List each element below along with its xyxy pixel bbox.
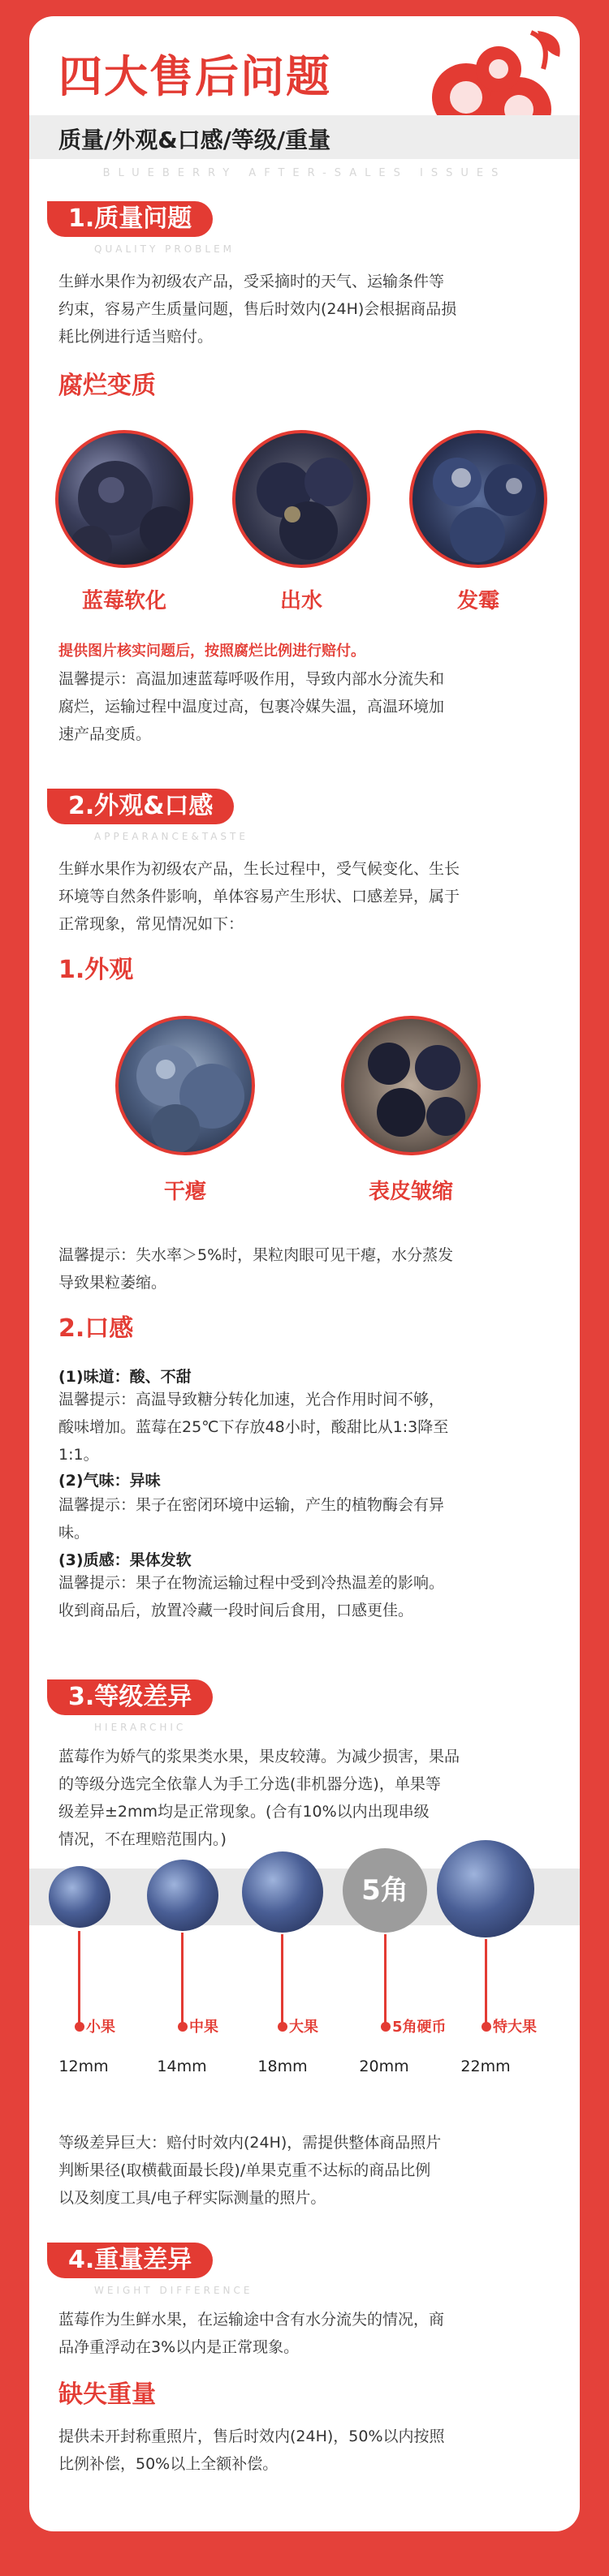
taste-item-tip: 温馨提示：果子在密闭环境中运输，产生的植物酶会有异 味。: [58, 1496, 445, 1542]
taste-item-title: (3)质感：果体发软: [58, 1551, 192, 1569]
size-pointer-dot: [381, 2022, 391, 2032]
appearance-tip: 温馨提示：失水率＞5%时，果粒肉眼可见干瘪，水分蒸发 导致果粒萎缩。: [58, 1246, 454, 1292]
section-weight-pill: 4.重量差异: [47, 2243, 213, 2278]
photo-soft-blueberry: [55, 430, 193, 568]
size-mm-large: 18mm: [257, 2058, 308, 2075]
page-title: 四大售后问题: [58, 51, 331, 102]
size-label-extra-large: 特大果: [493, 2019, 537, 2036]
label-wet: 出水: [279, 589, 322, 613]
label-wrinkled: 表皮皱缩: [368, 1180, 453, 1204]
taste-item-tip: 温馨提示：高温导致糖分转化加速，光合作用时间不够， 酸味增加。蓝莓在25℃下存放48小时，酸甜比从1:3降至 1:1。: [58, 1391, 449, 1464]
section-appearance-english: APPEARANCE&TASTE: [94, 831, 248, 842]
section-quality-english: QUALITY PROBLEM: [94, 243, 235, 255]
label-mold: 发霉: [456, 589, 499, 613]
section-weight-intro: 蓝莓作为生鲜水果，在运输途中含有水分流失的情况，商 品净重浮动在3%以内是正常现象。: [58, 2311, 445, 2356]
size-pointer-dot: [178, 2022, 188, 2032]
label-shriveled: 干瘪: [163, 1180, 206, 1204]
berry-medium: [147, 1860, 218, 1931]
weight-outro: 提供未开封称重照片，售后时效内(24H)，50%以内按照 比例补偿，50%以上全额补偿。: [58, 2428, 445, 2473]
section-grade-intro: 蓝莓作为娇气的浆果类水果，果皮较薄。为减少损害，果品 的等级分选完全依靠人为手工分选(非机器分选)，单果等 级差异±2mm均是正常现象。(合有10%以内出现串级 情况，不在理赔范围内。): [58, 1748, 460, 1848]
size-label-large: 大果: [289, 2019, 318, 2036]
size-mm-coin: 20mm: [359, 2058, 409, 2075]
taste-item-tip: 温馨提示：果子在物流运输过程中受到冷热温差的影响。 收到商品后，放置冷藏一段时间后食用，口感更佳。: [58, 1574, 445, 1619]
size-mm-extra-large: 22mm: [460, 2058, 511, 2075]
rot-compensation-note: 提供图片核实问题后，按照腐烂比例进行赔付。: [58, 643, 365, 660]
section-appearance-intro: 生鲜水果作为初级农产品，生长过程中，受气候变化、生长 环境等自然条件影响，单体容易产生形状、口感差异，属于 正常现象，常见情况如下：: [58, 860, 460, 933]
size-label-medium: 中果: [189, 2019, 218, 2036]
size-pointer-dot: [278, 2022, 287, 2032]
berry-large: [242, 1851, 323, 1933]
appearance-heading: 1.外观: [58, 956, 134, 984]
berry-extra-large: [437, 1840, 534, 1937]
size-pointer: [78, 1931, 80, 2027]
taste-item-title: (1)味道：酸、不甜: [58, 1368, 192, 1386]
section-grade-english: HIERARCHIC: [94, 1722, 187, 1733]
section-grade-pill: 3.等级差异: [47, 1679, 213, 1715]
section-quality-pill: 1.质量问题: [47, 201, 213, 237]
size-pointer: [281, 1934, 283, 2027]
missing-weight-heading: 缺失重量: [58, 2380, 156, 2409]
grade-outro: 等级差异巨大：赔付时效内(24H)，需提供整体商品照片 判断果径(取横截面最长段)/单果克重不达标的商品比例 以及刻度工具/电子秤实际测量的照片。: [58, 2134, 442, 2207]
size-label-small: 小果: [86, 2019, 115, 2036]
size-mm-medium: 14mm: [157, 2058, 207, 2075]
size-mm-small: 12mm: [58, 2058, 109, 2075]
size-pointer-dot: [482, 2022, 491, 2032]
page-subtitle: 质量/外观&口感/等级/重量: [58, 127, 331, 153]
label-soft: 蓝莓软化: [81, 589, 166, 613]
photo-wrinkled-blueberry: [341, 1016, 481, 1155]
berry-small: [49, 1866, 110, 1928]
section-quality-intro: 生鲜水果作为初级农产品，受采摘时的天气、运输条件等 约束，容易产生质量问题，售后时效内(24H)会根据商品损 耗比例进行适当赔付。: [58, 273, 457, 346]
page-english-caption: BLUEBERRY AFTER-SALES ISSUES: [102, 167, 507, 179]
size-pointer: [485, 1939, 487, 2027]
section-weight-english: WEIGHT DIFFERENCE: [94, 2285, 253, 2296]
photo-shriveled-blueberry: [115, 1016, 255, 1155]
size-label-coin: 5角硬币: [392, 2019, 447, 2036]
coin-5jiao: 5角: [343, 1848, 427, 1933]
size-pointer-dot: [75, 2022, 84, 2032]
rot-heading: 腐烂变质: [58, 372, 156, 400]
content-card: [29, 16, 580, 2531]
photo-wet-blueberry: [232, 430, 370, 568]
rot-tip: 温馨提示：高温加速蓝莓呼吸作用，导致内部水分流失和 腐烂，运输过程中温度过高，包裹冷媒失温，高温环境加 速产品变质。: [58, 670, 445, 743]
taste-heading: 2.口感: [58, 1314, 134, 1343]
size-pointer: [181, 1933, 184, 2027]
size-pointer: [384, 1934, 387, 2027]
section-appearance-pill: 2.外观&口感: [47, 789, 234, 824]
taste-item-title: (2)气味：异味: [58, 1472, 161, 1490]
photo-moldy-blueberry: [409, 430, 547, 568]
